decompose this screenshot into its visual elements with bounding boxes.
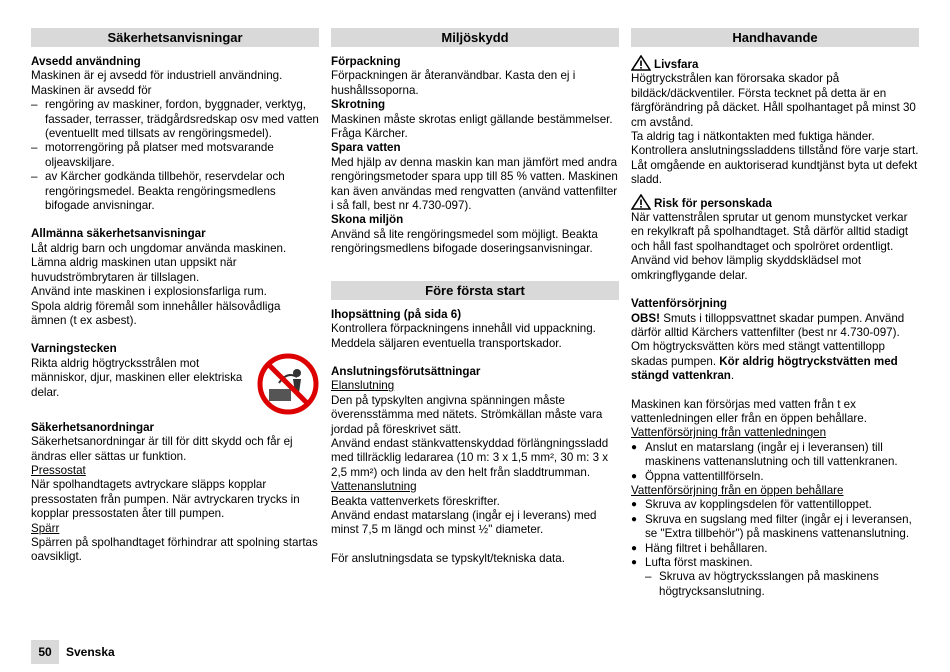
list-item: ● Skruva en sugslang med filter (ingår ej i leveransen, se "Extra tillbehör") på maskinens vattenanslutning.	[631, 513, 919, 542]
section-header-safety: Säkerhetsanvisningar	[31, 28, 319, 47]
text: Om högtrycksvätten körs med stängt vattentillopp skadas pumpen.	[631, 340, 885, 368]
paragraph: Använd inte maskinen i explosionsfarliga rum.	[31, 285, 267, 299]
list-item: ● Öppna vattentillförseln.	[631, 470, 919, 484]
heading-warning-sign: Varningstecken	[31, 342, 117, 356]
warning-sign-block	[31, 357, 319, 415]
language-label: Svenska	[66, 645, 115, 659]
heading-scrapping: Skrotning	[331, 98, 386, 112]
paragraph	[631, 340, 919, 383]
heading-injury-risk	[631, 194, 919, 211]
paragraph: När spolhandtagets avtryckare släpps kopplar pressostaten från pumpen. När avtryckaren trycks in kopplar pressostaten åter till pumpen.	[31, 478, 300, 521]
paragraph: Spola aldrig föremål som innehåller hälsovådliga ämnen (t ex asbest).	[31, 299, 281, 327]
paragraph: För anslutningsdata se typskylt/tekniska data.	[331, 551, 565, 565]
section-header-operation: Handhavande	[631, 28, 919, 47]
subheading-lock: Spärr	[31, 521, 60, 535]
paragraph: Högtryckstrålen kan förorsaka skador på bildäck/däckventiler. Första tecknet på detta är en färgförändring på däcket. Håll spolhantaget på minst 30 cm avstånd.	[631, 72, 916, 129]
paragraph: Spärren på spolhandtaget förhindrar att spolning startas oavsikligt.	[31, 535, 318, 564]
subheading-water-connection: Vattenanslutning	[331, 480, 417, 494]
column-safety	[31, 28, 319, 565]
text: .	[730, 369, 735, 383]
heading-packaging: Förpackning	[331, 55, 401, 68]
injury-risk-title: Risk för personskada	[654, 196, 772, 210]
warning-triangle-icon	[631, 194, 651, 210]
subheading-from-tap: Vattenförsörjning från vattenledningen	[631, 426, 827, 440]
paragraph: Ta aldrig tag i nätkontakten med fuktiga händer. Kontrollera anslutningssladdens tillstånd före varje start. Låt omgående en auktoriserad kundtjänst byta ut defekt sladd.	[631, 130, 919, 187]
section-header-before-start: Före första start	[331, 281, 619, 300]
paragraph: Rikta aldrig högtrycksstrålen mot människor, djur, maskinen eller elektriska delar.	[31, 356, 243, 399]
subheading-from-container: Vattenförsörjning från en öppen behållare	[631, 483, 844, 497]
paragraph: Med hjälp av denna maskin kan man jämfört med andra rengöringsmetoder spara upp till 85 % vatten. Maskinen kan även användas med rengvatten (använd vattenfilter i så fall, best nr 4.730-097).	[331, 155, 618, 213]
paragraph: Maskinen är avsedd för	[31, 83, 152, 97]
paragraph: Säkerhetsanordningar är till för ditt skydd och får ej ändras eller sättas ur funktion.	[31, 435, 293, 463]
heading-general-safety: Allmänna säkerhetsanvisningar	[31, 227, 206, 241]
paragraph: När vattenstrålen sprutar ut genom munstycket verkar en rekylkraft på spolhandtaget. Stå därför alltid stadigt och håll fast spolhandtaget och spolröret ordentligt.	[631, 211, 909, 253]
column-operation	[631, 28, 919, 599]
paragraph: Låt aldrig barn och ungdomar använda maskinen.	[31, 241, 287, 255]
heading-protect-environment: Skona miljön	[331, 213, 404, 227]
heading-save-water: Spara vatten	[331, 141, 401, 155]
page-number: 50	[31, 640, 59, 664]
heading-connection-requirements: Anslutningsförutsättningar	[331, 364, 481, 378]
heading-danger	[631, 55, 919, 72]
paragraph: Lämna aldrig maskinen utan uppsikt när huvudströmbrytaren är tillslagen.	[31, 256, 237, 284]
subheading-pressostat: Pressostat	[31, 463, 86, 477]
obs-label: OBS!	[631, 311, 660, 325]
heading-assembly: Ihopsättning (på sida 6)	[331, 307, 462, 321]
list-subitem: – Skruva av högtrycksslangen på maskinens högtrycksanslutning.	[631, 570, 919, 599]
list-item: ● Skruva av kopplingsdelen för vattentilloppet.	[631, 498, 919, 512]
list-item: ● Lufta först maskinen.	[631, 556, 919, 570]
list-item: ● Häng filtret i behållaren.	[631, 542, 919, 556]
paragraph: Förpackningen är återanvändbar. Kasta den ej i hushållssoporna.	[331, 69, 576, 97]
paragraph: Maskinen kan försörjas med vatten från t ex vattenledningen eller från en öppen behållare.	[631, 397, 867, 425]
section-header-environment: Miljöskydd	[331, 28, 619, 47]
paragraph: Den på typskylten angivna spänningen måste överensstämma med nätets. Strömkällan måste vara jordad på föreskrivet sätt.	[331, 393, 603, 436]
paragraph: Använd endast stänkvattenskyddad förlängningssladd med tillräcklig ledararea (10 m: 3 x 1,5 mm², 30 m: 3 x 2,5 mm²) och linda av den helt från sladdtrumman.	[331, 436, 609, 479]
heading-intended-use: Avsedd användning	[31, 55, 141, 68]
list-item: ● Anslut en matarslang (ingår ej i leveransen) till maskinens vattenanslutning och till vattenkranen.	[631, 441, 919, 470]
paragraph: Maskinen måste skrotas enligt gällande bestämmelser. Fråga Kärcher.	[331, 112, 613, 141]
list-item: – motorrengöring på platser med motsvarande oljeavskiljare.	[31, 141, 319, 170]
paragraph	[631, 312, 919, 341]
obs-text: Smuts i tilloppsvattnet skadar pumpen. Använd därför alltid Kärchers vattenfilter (best nr 4.730-097).	[631, 311, 905, 339]
column-environment	[331, 28, 619, 566]
heading-safety-devices: Säkerhetsanordningar	[31, 420, 155, 434]
paragraph: Maskinen är ej avsedd för industriell användning.	[31, 69, 283, 83]
paragraph: Beakta vattenverkets föreskrifter.	[331, 494, 500, 508]
list-item: – av Kärcher godkända tillbehör, reservdelar och rengöringsmedel. Beakta rengöringsmedlens bifogade anvisningar.	[31, 170, 319, 213]
paragraph: Använd endast matarslang (ingår ej i leverans) med minst 7,5 m längd och minst ½" diameter.	[331, 508, 597, 537]
bold-text: Kör aldrig högtryckstvätten med stängd vattenkran	[631, 354, 898, 383]
paragraph: Använd vid behov lämplig skyddsklädsel mot omkringflygande delar.	[631, 254, 862, 282]
heading-water-supply: Vattenförsörjning	[631, 297, 727, 311]
prohibition-sign-icon	[257, 353, 319, 415]
danger-title: Livsfara	[654, 58, 699, 71]
paragraph: Kontrollera förpackningens innehåll vid uppackning. Meddela säljaren eventuella transportskador.	[331, 322, 596, 350]
warning-triangle-icon	[631, 55, 651, 71]
paragraph: Använd så lite rengöringsmedel som möjligt. Beakta rengöringsmedlens bifogade doseringsanvisningar.	[331, 227, 598, 256]
subheading-electrical: Elanslutning	[331, 379, 395, 393]
list-item: – rengöring av maskiner, fordon, byggnader, verktyg, fassader, terrasser, trädgårdsredskap osv med vatten (eventuellt med tillsats av rengöringsmedel).	[31, 98, 319, 141]
